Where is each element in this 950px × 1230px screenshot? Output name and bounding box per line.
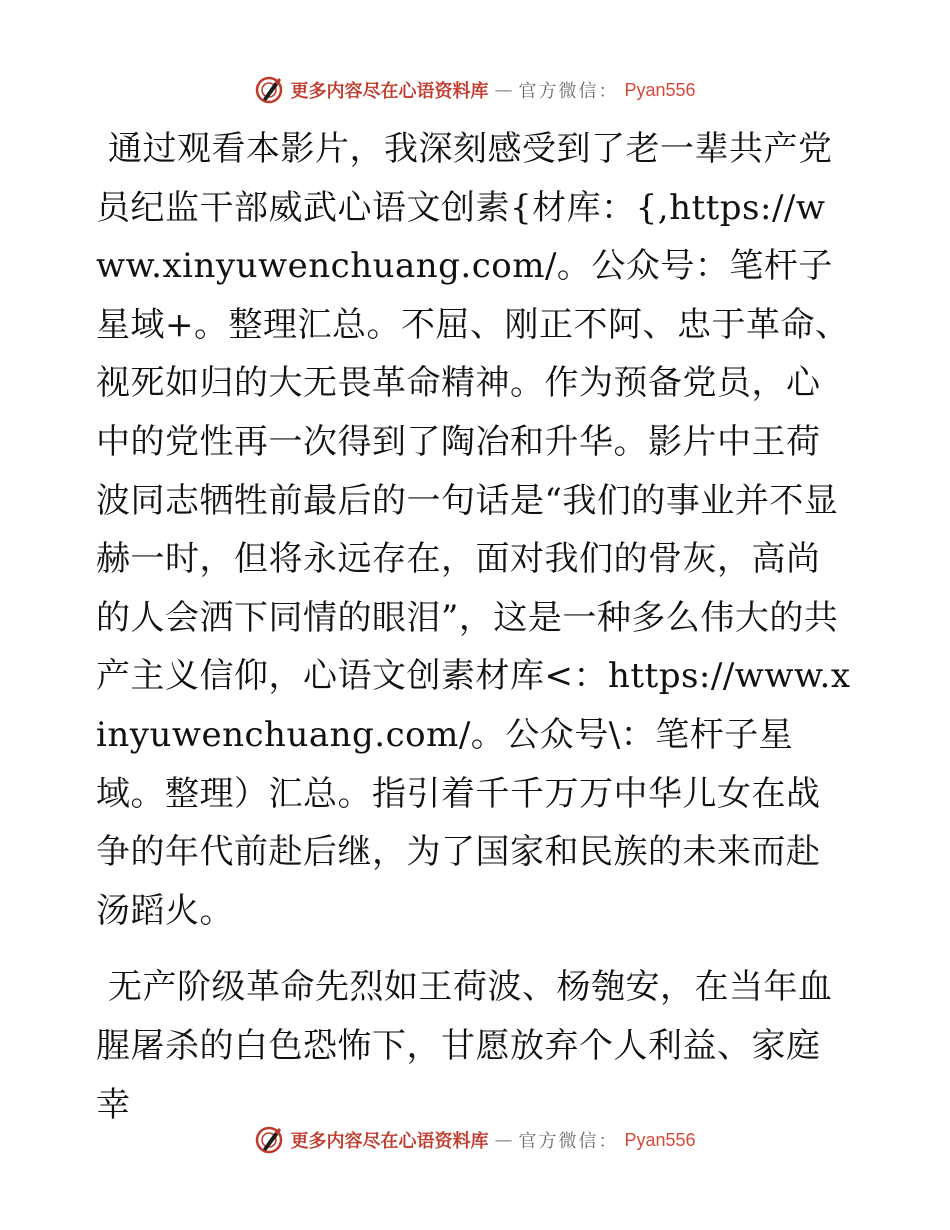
document-body: [96, 120, 852, 1134]
header-banner: [0, 70, 950, 110]
header-wechat-id: Pyan556: [624, 79, 696, 100]
footer-wechat-id: Pyan556: [624, 1129, 696, 1150]
header-separator: —: [494, 79, 513, 101]
pen-nib-logo-icon: [254, 1125, 284, 1155]
footer-separator: —: [494, 1129, 513, 1151]
paragraph-2: 无产阶级革命先烈如王荷波、杨匏安，在当年血腥屠杀的白色恐怖下，甘愿放弃个人利益、家庭幸: [96, 967, 833, 1125]
footer-text: 更多内容尽在心语资料库: [290, 1131, 489, 1152]
footer-banner: [0, 1120, 950, 1160]
pen-nib-logo-icon: [254, 75, 284, 105]
paragraph-1: 通过观看本影片，我深刻感受到了老一辈共产党员纪监干部威武心语文创素{材库：{,https://www.xinyuwenchuang.com/。公众号：笔杆子星域+。整理汇总。不屈、刚正不阿、忠于革命、视死如归的大无畏革命精神。作为预备党员，心中的党性再一次得到了陶冶和升华。影片中王荷波同志牺牲前最后的一句话是“我们的事业并不显赫一时，但将永远存在，面对我们的骨灰，高尚的人会洒下同情的眼泪”，这是一种多么伟大的共产主义信仰，心语文创素材库<：https://www.xinyuwenchuang.com/。公众号\：笔杆子星域。整理）汇总。指引着千千万万中华儿女在战争的年代前赴后继，为了国家和民族的未来而赴汤蹈火。: [96, 129, 851, 931]
footer-wechat-label: 官方微信：: [518, 1131, 619, 1152]
header-text: 更多内容尽在心语资料库: [290, 81, 489, 102]
header-wechat-label: 官方微信：: [518, 81, 619, 102]
